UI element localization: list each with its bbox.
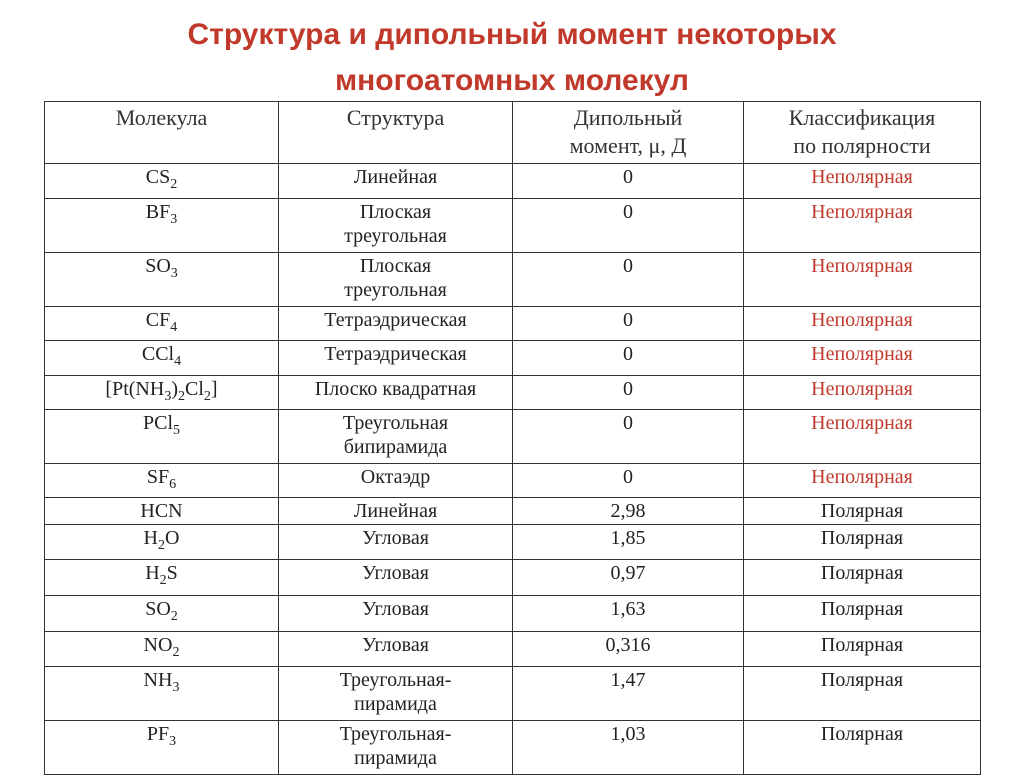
cell-classification: Неполярная: [744, 307, 981, 341]
cell-structure: Угловая: [279, 525, 513, 560]
header-structure: Структура: [279, 102, 513, 164]
table-row: [45, 560, 981, 596]
cell-molecule: $BF_3$: [45, 199, 279, 253]
cell-structure: Угловая: [279, 596, 513, 632]
cell-molecule: HCN: [45, 498, 279, 525]
table-row: [45, 667, 981, 721]
table-row: [45, 376, 981, 410]
cell-structure: Угловая: [279, 560, 513, 596]
cell-dipole: 0,97: [513, 560, 744, 596]
cell-classification: Неполярная: [744, 253, 981, 307]
cell-classification: Полярная: [744, 596, 981, 632]
cell-dipole: 0: [513, 253, 744, 307]
table-row: [45, 341, 981, 376]
table-row: [45, 410, 981, 464]
cell-dipole: 1,63: [513, 596, 744, 632]
dipole-table: [44, 101, 981, 775]
cell-dipole: 1,85: [513, 525, 744, 560]
cell-structure: Плоская треугольная: [279, 199, 513, 253]
cell-classification: Полярная: [744, 525, 981, 560]
cell-classification: Неполярная: [744, 164, 981, 199]
table-row: [45, 721, 981, 775]
cell-structure: Плоская треугольная: [279, 253, 513, 307]
cell-structure: Плоско квадратная: [279, 376, 513, 410]
cell-molecule: $NO_2$: [45, 632, 279, 667]
table-row: [45, 632, 981, 667]
cell-molecule: PCl$_5$: [45, 410, 279, 464]
cell-classification: Неполярная: [744, 341, 981, 376]
cell-structure: Угловая: [279, 632, 513, 667]
cell-dipole: 0: [513, 341, 744, 376]
cell-classification: Неполярная: [744, 199, 981, 253]
cell-structure: Октаэдр: [279, 464, 513, 498]
table-header-row: [45, 102, 981, 164]
cell-molecule: $NH_3$: [45, 667, 279, 721]
cell-structure: Треугольная бипирамида: [279, 410, 513, 464]
table-row: [45, 164, 981, 199]
cell-molecule: $PF_3$: [45, 721, 279, 775]
cell-classification: Неполярная: [744, 376, 981, 410]
title-line-2: многоатомных молекул: [334, 64, 689, 97]
header-dipole: Дипольный момент, μ, Д: [513, 102, 744, 164]
cell-molecule: $SF_6$: [45, 464, 279, 498]
cell-dipole: 0,316: [513, 632, 744, 667]
cell-molecule: CCl$_4$: [45, 341, 279, 376]
table-row: [45, 498, 981, 525]
cell-classification: Полярная: [744, 498, 981, 525]
cell-molecule: $SO_3$: [45, 253, 279, 307]
cell-molecule: $CF_4$: [45, 307, 279, 341]
cell-molecule: $CS_2$: [45, 164, 279, 199]
cell-structure: Линейная: [279, 164, 513, 199]
cell-classification: Неполярная: [744, 464, 981, 498]
cell-structure: Тетраэдрическая: [279, 307, 513, 341]
cell-molecule: $H_2S$: [45, 560, 279, 596]
cell-dipole: 0: [513, 164, 744, 199]
header-molecule: Молекула: [45, 102, 279, 164]
cell-dipole: 0: [513, 376, 744, 410]
table-row: [45, 464, 981, 498]
table-row: [45, 307, 981, 341]
table-row: [45, 596, 981, 632]
cell-dipole: 0: [513, 307, 744, 341]
table-row: [45, 199, 981, 253]
title-line-1: Структура и дипольный момент некоторых: [187, 18, 837, 51]
cell-structure: Треугольная- пирамида: [279, 667, 513, 721]
cell-classification: Полярная: [744, 632, 981, 667]
cell-structure: Линейная: [279, 498, 513, 525]
cell-classification: Полярная: [744, 560, 981, 596]
cell-classification: Полярная: [744, 667, 981, 721]
table-row: [45, 253, 981, 307]
cell-dipole: 2,98: [513, 498, 744, 525]
cell-molecule: $H_2O$: [45, 525, 279, 560]
cell-dipole: 0: [513, 464, 744, 498]
cell-structure: Треугольная- пирамида: [279, 721, 513, 775]
cell-molecule: $SO_2$: [45, 596, 279, 632]
cell-dipole: 0: [513, 410, 744, 464]
cell-dipole: 0: [513, 199, 744, 253]
cell-structure: Тетраэдрическая: [279, 341, 513, 376]
cell-dipole: 1,47: [513, 667, 744, 721]
cell-dipole: 1,03: [513, 721, 744, 775]
cell-classification: Полярная: [744, 721, 981, 775]
cell-classification: Неполярная: [744, 410, 981, 464]
cell-molecule: $[Pt(NH_3)_2Cl_2]$: [45, 376, 279, 410]
header-classification: Классификация по полярности: [744, 102, 981, 164]
table-row: [45, 525, 981, 560]
page-title: [0, 12, 1024, 104]
